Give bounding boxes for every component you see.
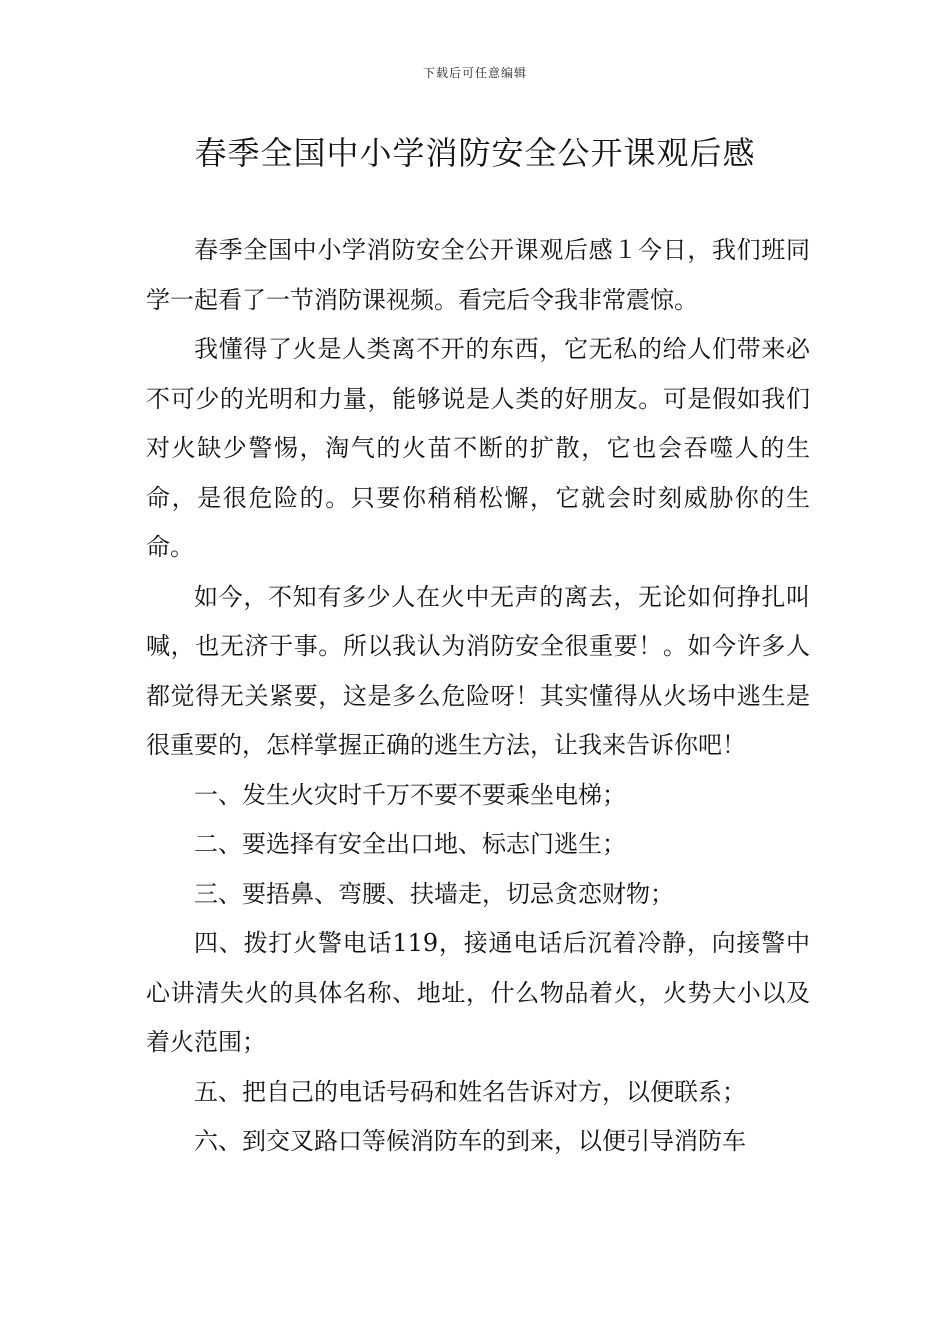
paragraph-importance: 如今，不知有多少人在火中无声的离去，无论如何挣扎叫喊，也无济于事。所以我认为消防安全很重要！。如今许多人都觉得无关紧要，这是多么危险呀！其实懂得从火场中逃生是很重要的，怎样掌握正确的逃生方法，让我来告诉你吧！ xyxy=(146,582,810,759)
tip-item-3: 三、要捂鼻、弯腰、扶墙走，切忌贪恋财物； xyxy=(194,879,674,908)
paragraph-fire-nature: 我懂得了火是人类离不开的东西，它无私的给人们带来必不可少的光明和力量，能够说是人类的好朋友。可是假如我们对火缺少警惕，淘气的火苗不断的扩散，它也会吞噬人的生命，是很危险的。只要你稍稍松懈，它就会时刻威胁你的生命。 xyxy=(146,335,810,561)
tip-item-6: 六、到交叉路口等候消防车的到来，以便引导消防车 xyxy=(194,1127,746,1155)
tip-item-5: 五、把自己的电话号码和姓名告诉对方，以便联系； xyxy=(194,1077,746,1106)
header-note: 下载后可任意编辑 xyxy=(422,66,527,80)
tip-item-1: 一、发生火灾时千万不要不要乘坐电梯； xyxy=(194,780,626,809)
tip-item-2: 二、要选择有安全出口地、标志门逃生； xyxy=(194,830,626,858)
document-title: 春季全国中小学消防安全公开课观后感 xyxy=(194,134,756,172)
document-body xyxy=(146,226,810,1167)
tip-item-4: 四、拨打火警电话119，接通电话后沉着冷静，向接警中心讲清失火的具体名称、地址，什么物品着火，火势大小以及着火范围； xyxy=(146,929,810,1056)
paragraph-intro: 春季全国中小学消防安全公开课观后感１今日，我们班同学一起看了一节消防课视频。看完后令我非常震惊。 xyxy=(146,236,810,314)
